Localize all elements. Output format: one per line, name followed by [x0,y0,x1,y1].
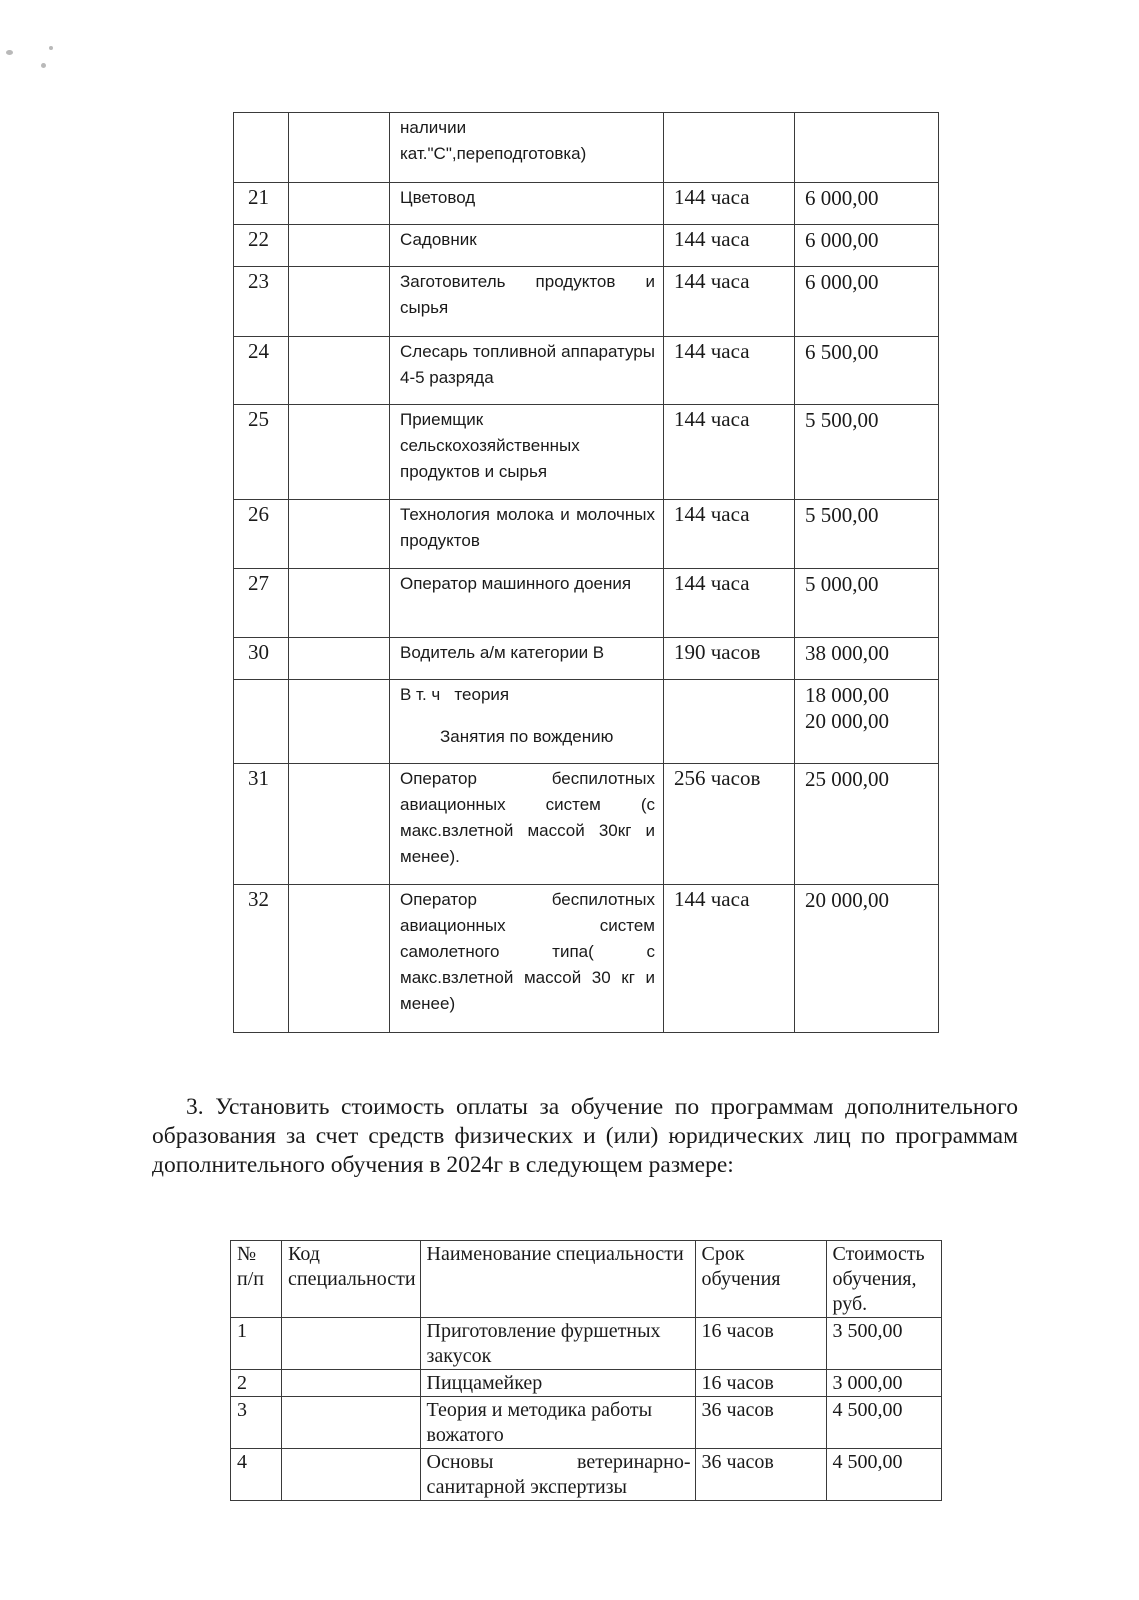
row-cost: 20 000,00 [795,885,939,1033]
row-cost: 3 500,00 [826,1318,941,1370]
row-code [289,337,390,405]
row-code [289,569,390,638]
row-name: Приготовление фуршетных закусок [420,1318,695,1370]
row-duration: 144 часа [664,183,795,225]
table-row [231,1449,942,1501]
row-name: Пиццамейкер [420,1370,695,1397]
row-name: Приемщик сельскохозяйственных продуктов и сырья [390,405,664,500]
scan-speck [41,63,46,68]
row-name: Теория и методика работы вожатого [420,1397,695,1449]
table-header-row [231,1241,942,1318]
table-row [231,1370,942,1397]
row-code [282,1449,421,1501]
row-duration [664,113,795,183]
row-name: Садовник [390,225,664,267]
row-cost: 4 500,00 [826,1449,941,1501]
row-code [289,267,390,337]
row-duration: 16 часов [695,1370,826,1397]
programs-table-continued [233,112,939,1033]
additional-programs-table [230,1240,942,1501]
row-name [390,680,664,764]
table-row [234,885,939,1033]
row-name: Технология молока и молочных продуктов [390,500,664,569]
row-cost [795,680,939,764]
row-number: 23 [234,267,289,337]
row-name: Цветовод [390,183,664,225]
table-row [231,1318,942,1370]
row-duration: 144 часа [664,500,795,569]
row-number: 31 [234,764,289,885]
row-cost: 6 000,00 [795,267,939,337]
row-code [289,113,390,183]
row-code [289,225,390,267]
row-name [390,113,664,183]
header-number: № п/п [231,1241,282,1318]
row-duration: 36 часов [695,1449,826,1501]
row-duration: 190 часов [664,638,795,680]
row-number: 27 [234,569,289,638]
table-row [234,764,939,885]
row-number: 24 [234,337,289,405]
row-cost [795,113,939,183]
row-cost: 3 000,00 [826,1370,941,1397]
row-cost: 4 500,00 [826,1397,941,1449]
row-number: 30 [234,638,289,680]
row-name: Заготовитель продуктов и сырья [390,267,664,337]
row-code [282,1370,421,1397]
row-code [289,885,390,1033]
row-duration: 144 часа [664,337,795,405]
row-duration: 144 часа [664,569,795,638]
row-number [234,113,289,183]
header-cost: Стоимость обучения, руб. [826,1241,941,1318]
row-number: 21 [234,183,289,225]
table-row [234,113,939,183]
header-duration: Срок обучения [695,1241,826,1318]
row-name-text: наличии кат."С",переподготовка) [400,118,587,163]
header-name: Наименование специальности [420,1241,695,1318]
row-code [289,638,390,680]
clause-3-paragraph: 3. Установить стоимость оплаты за обучение по программам дополнительного образования за счет средств физических и (или) юридических лиц по программам дополнительного обучения в 2024г в следующем размере: [152,1094,1018,1178]
row-cost: 5 500,00 [795,500,939,569]
table-row [234,500,939,569]
row-name: Водитель а/м категории В [390,638,664,680]
row-duration: 256 часов [664,764,795,885]
row-number: 32 [234,885,289,1033]
row-duration: 16 часов [695,1318,826,1370]
row-cost: 6 000,00 [795,225,939,267]
row-code [282,1397,421,1449]
table-row [234,638,939,680]
table-row [231,1397,942,1449]
row-cost: 6 500,00 [795,337,939,405]
row-name: Оператор машинного доения [390,569,664,638]
breakdown-theory-cost: 18 000,00 [805,683,889,707]
table-row [234,405,939,500]
row-cost: 25 000,00 [795,764,939,885]
row-name: Слесарь топливной аппаратуры 4-5 разряда [390,337,664,405]
row-code [289,764,390,885]
scan-speck [6,50,13,55]
row-name: Оператор беспилотных авиационных систем самолетного типа( с макс.взлетной массой 30 кг и менее) [390,885,664,1033]
table-row [234,183,939,225]
row-number [234,680,289,764]
breakdown-driving-label: Занятия по вождению [440,727,614,746]
row-number: 2 [231,1370,282,1397]
table-row-breakdown [234,680,939,764]
row-cost: 5 500,00 [795,405,939,500]
row-cost: 6 000,00 [795,183,939,225]
row-duration: 36 часов [695,1397,826,1449]
row-cost: 38 000,00 [795,638,939,680]
table-row [234,225,939,267]
row-number: 25 [234,405,289,500]
row-cost: 5 000,00 [795,569,939,638]
row-name: Основы ветеринарно-санитарной экспертизы [420,1449,695,1501]
row-code [289,680,390,764]
row-duration: 144 часа [664,225,795,267]
row-duration: 144 часа [664,405,795,500]
row-code [289,405,390,500]
row-duration: 144 часа [664,267,795,337]
table-row [234,337,939,405]
row-number: 1 [231,1318,282,1370]
breakdown-driving-cost: 20 000,00 [805,709,889,733]
row-number: 4 [231,1449,282,1501]
row-number: 3 [231,1397,282,1449]
row-duration: 144 часа [664,885,795,1033]
row-name: Оператор беспилотных авиационных систем (с макс.взлетной массой 30кг и менее). [390,764,664,885]
header-code: Код специальности [282,1241,421,1318]
breakdown-theory-label: В т. ч теория [400,685,510,704]
row-code [289,183,390,225]
row-code [282,1318,421,1370]
table-row [234,569,939,638]
row-duration [664,680,795,764]
row-number: 22 [234,225,289,267]
table-row [234,267,939,337]
row-code [289,500,390,569]
row-number: 26 [234,500,289,569]
scan-speck [49,46,53,50]
